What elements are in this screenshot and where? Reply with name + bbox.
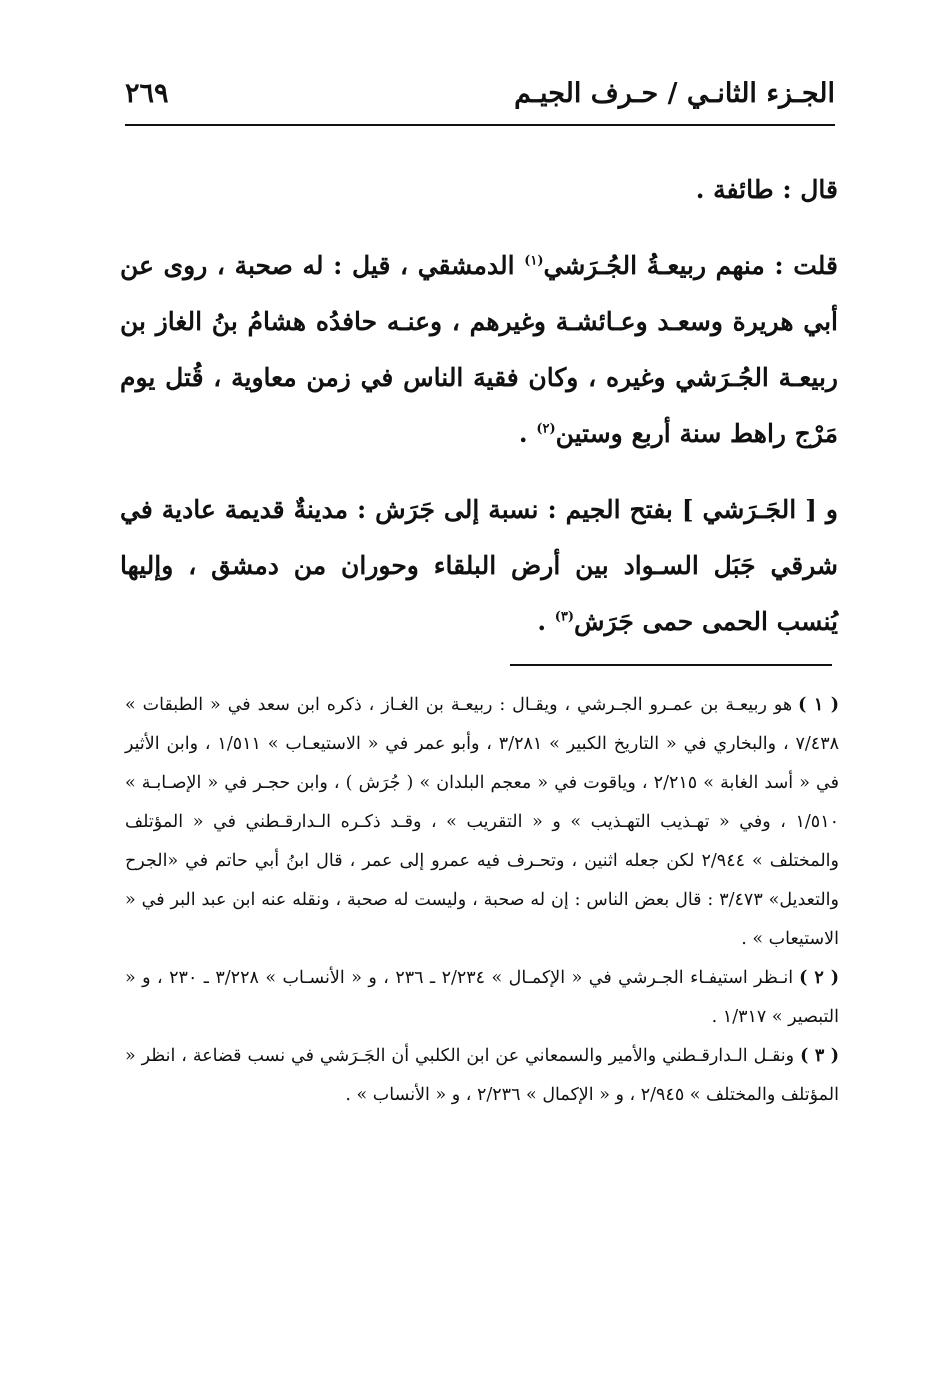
header-rule: [125, 124, 835, 126]
footnote-ref-3[interactable]: (٣): [554, 609, 575, 625]
footnote-text: انـظر استيفـاء الجـرشي في « الإكمـال » ٢/٢٣٤ ـ ٢٣٦ ، و « الأنسـاب » ٣/٢٢٨ ـ ٢٣٠ ، و « التبصير » ١/٣١٧ .: [125, 968, 839, 1027]
main-text: [120, 162, 838, 650]
footnote-text: ونقـل الـدارقـطني والأمير والسمعاني عن ابن الكلبي أن الجَـرَشي في نسب قضاعة ، انظر « المؤتلف والمختلف » ٢/٩٤٥ ، و « الإكمال » ٢/٢٣٦ ، و « الأنساب » .: [125, 1046, 839, 1105]
paragraph-2-text-c: .: [518, 419, 537, 448]
paragraph-2: [120, 238, 838, 462]
footnote-number: ( ٣ ): [800, 1046, 840, 1066]
paragraph-1: [120, 162, 838, 218]
paragraph-3: [120, 482, 838, 650]
footnote-2: [125, 959, 839, 1037]
footnote-ref-2[interactable]: (٢): [536, 421, 556, 437]
footnote-3: [125, 1037, 839, 1115]
paragraph-2-text-a: قلت : منهم ربيعـةُ الجُـرَشي: [543, 251, 839, 280]
running-header: [125, 78, 835, 124]
footnote-1: [125, 686, 839, 959]
footnote-ref-1[interactable]: (١): [524, 253, 544, 269]
page-number: ٢٦٩: [125, 78, 169, 109]
paragraph-3-text-b: .: [537, 607, 555, 636]
paragraph-3-text-a: و [ الجَـرَشي ] بفتح الجيم : نسبة إلى جَرَش : مدينةٌ قديمة عادية في شرقي جَبَل السـواد بين أرض البلقاء وحوران من دمشق ، وإليها يُنسب الحمى حمى جَرَش: [120, 495, 838, 636]
running-header-title: الجـزء الثانـي / حـرف الجيـم: [514, 78, 835, 109]
footnote-text: هو ربيعـة بن عمـرو الجـرشي ، ويقـال : ربيعـة بن الغـاز ، ذكره ابن سعد في « الطبقات » ٧/٤٣٨ ، والبخاري في « التاريخ الكبير » ٣/٢٨١ ، وأبو عمر في « الاستيعـاب » ١/٥١١ ، وابن الأثير في « أسد الغابة » ٢/٢١٥ ، وياقوت في « معجم البلدان » ( جُرَش ) ، وابن حجـر في « الإصـابـة » ١/٥١٠ ، وفي « تهـذيب التهـذيب » و « التقريب » ، وقـد ذكـره الـدارقـطني في « المؤتلف والمختلف » ٢/٩٤٤ لكن جعله اثنين ، وتحـرف فيه عمرو إلى عمر ، قال ابنُ أبي حاتم في «الجرح والتعديل» ٣/٤٧٣ : قال بعض الناس : إن له صحبة ، وليست له صحبة ، ونقله عنه ابن عبد البر في « الاستيعاب » .: [125, 695, 840, 949]
footnote-number: ( ١ ): [798, 695, 839, 715]
footnote-separator: [510, 664, 832, 666]
paragraph-1-text: قال : طائفة .: [695, 175, 838, 204]
footnote-number: ( ٢ ): [799, 968, 839, 988]
paragraph-2-text-b: الدمشقي ، قيل : له صحبة ، روى عن أبي هريرة وسعـد وعـائشـة وغيرهم ، وعنـه حافدُه هشامُ بنُ الغاز بن ربيعـة الجُـرَشي وغيره ، وكان فقيهَ الناس في زمن معاوية ، قُتل يوم مَرْج راهط سنة أربع وستين: [120, 251, 838, 448]
footnotes: [125, 686, 839, 1115]
